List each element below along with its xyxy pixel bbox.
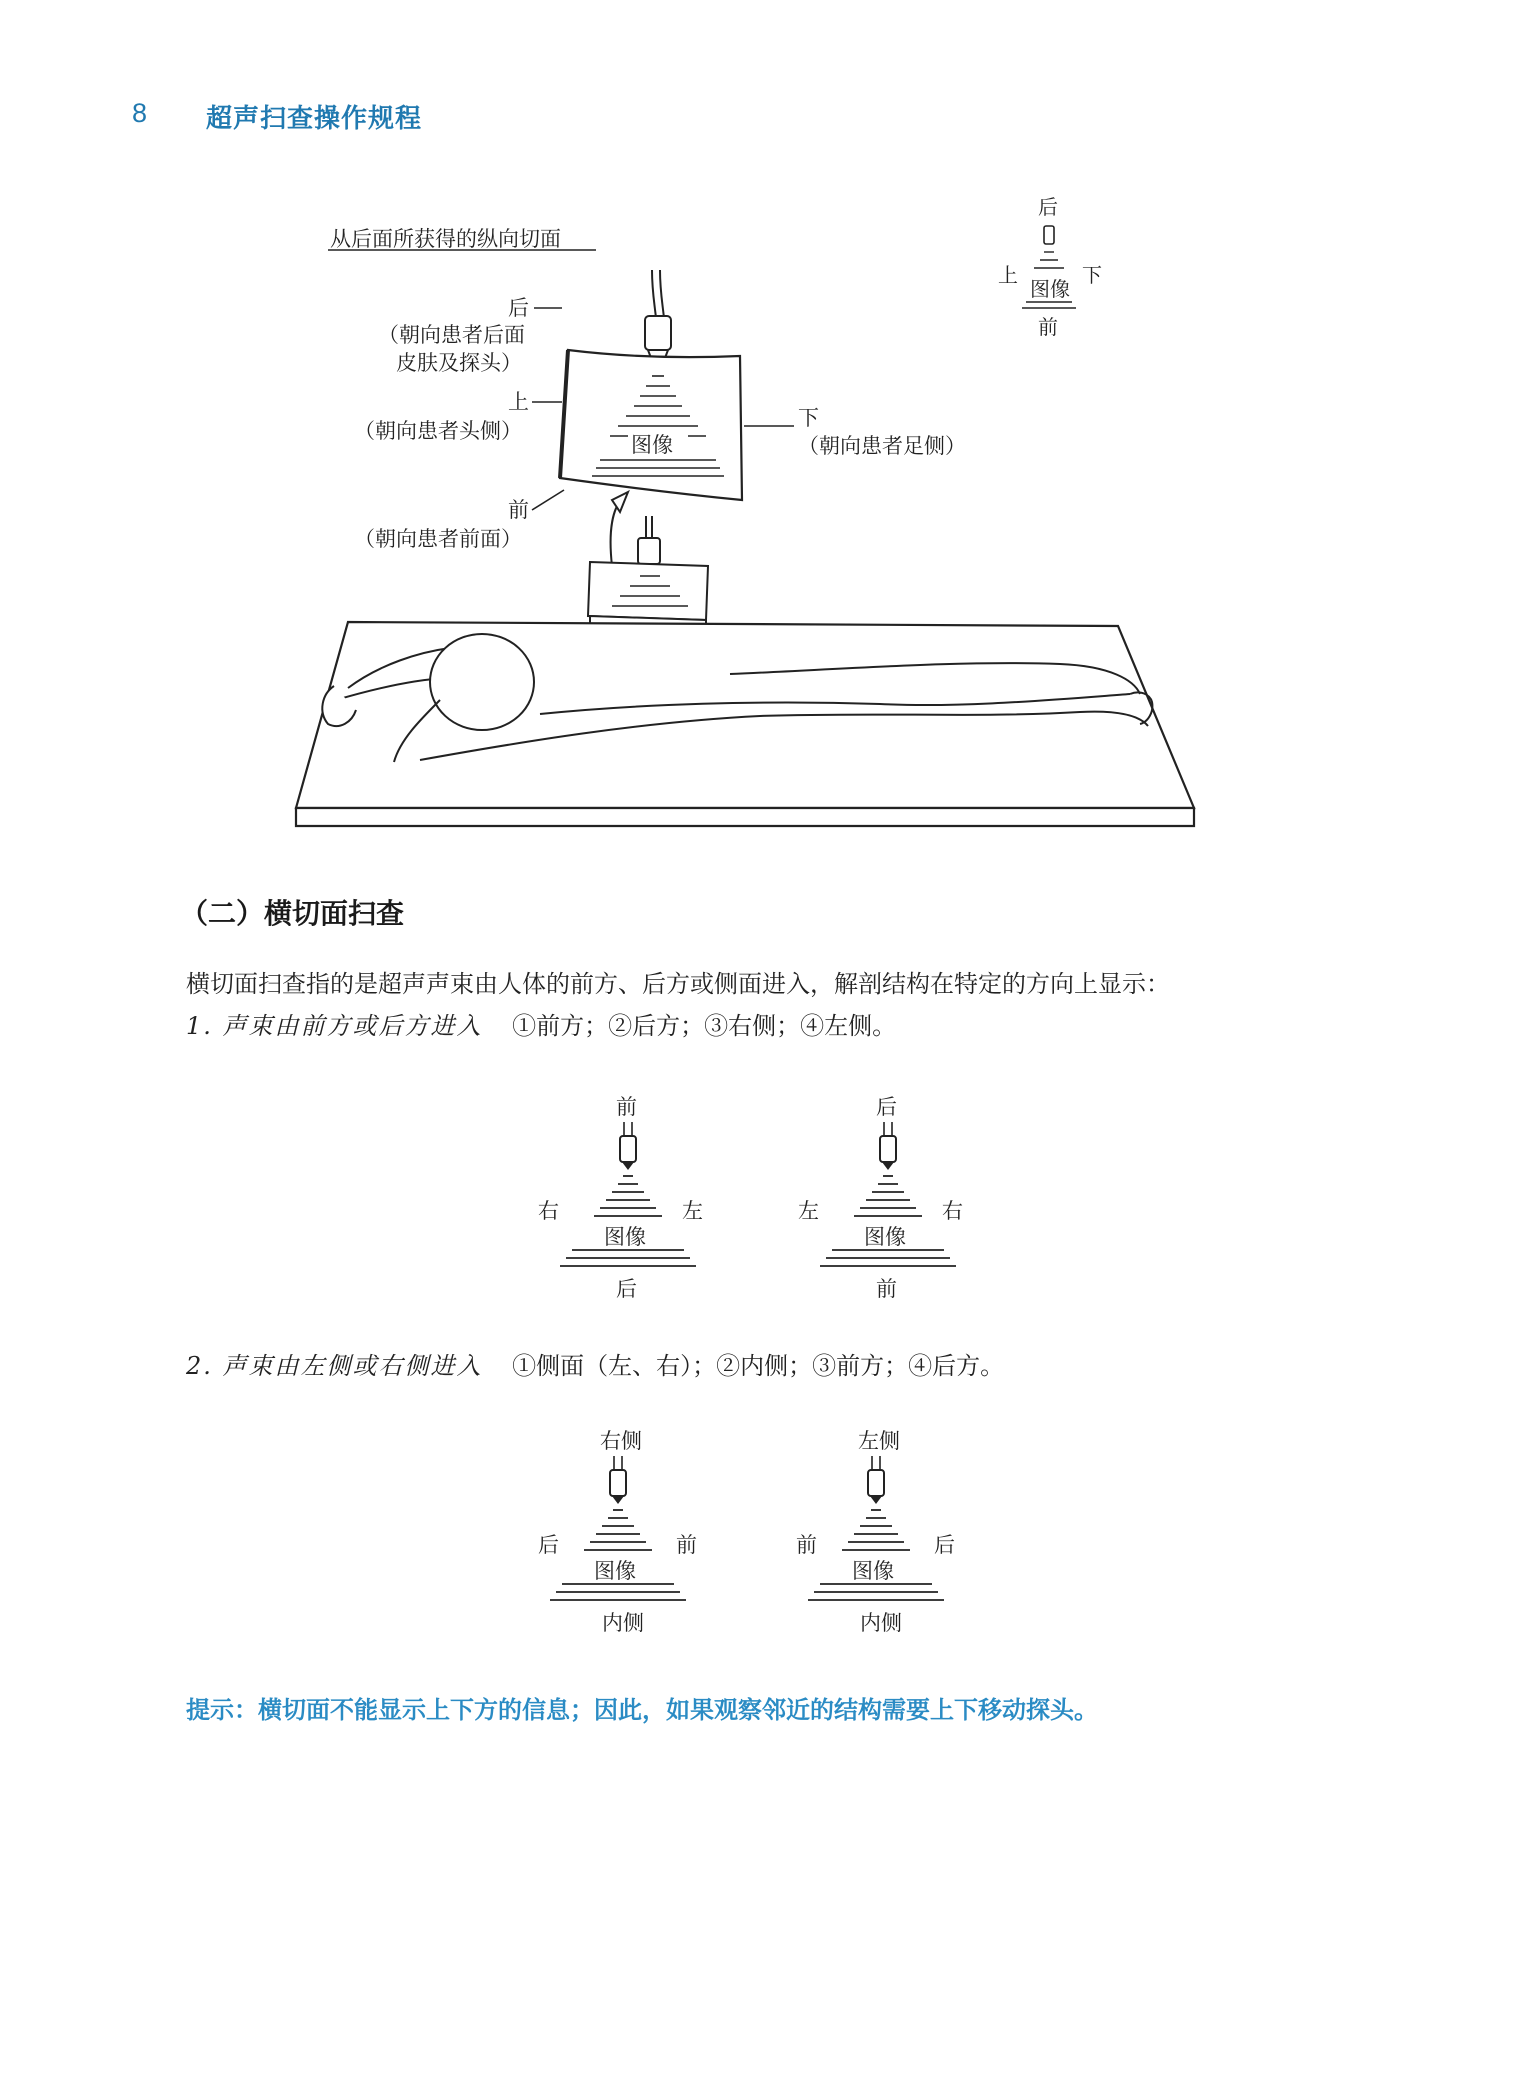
svg-text:后: 后 [876, 1095, 897, 1119]
svg-text:后: 后 [1038, 195, 1058, 219]
running-header-title: 超声扫查操作规程 [206, 104, 423, 134]
probe-icon [620, 1136, 636, 1162]
label-back-note-1: （朝向患者后面 [378, 323, 525, 347]
svg-text:右侧: 右侧 [600, 1429, 642, 1453]
figure-caption: 从后面所获得的纵向切面 [330, 227, 561, 251]
label-back: 后 [508, 296, 529, 320]
svg-text:前: 前 [1038, 315, 1058, 339]
svg-text:内侧: 内侧 [602, 1611, 644, 1635]
longitudinal-scan-illustration [0, 0, 1520, 860]
diagram-front-entry [538, 1095, 703, 1301]
diagram-back-entry [798, 1095, 963, 1301]
section-intro: 横切面扫查指的是超声声束由人体的前方、后方或侧面进入，解剖结构在特定的方向上显示： [186, 970, 1170, 998]
svg-text:右: 右 [538, 1199, 559, 1223]
svg-text:图像: 图像 [594, 1559, 636, 1583]
list-item-2-text: ①侧面（左、右）；②内侧；③前方；④后方。 [512, 1352, 1005, 1380]
transverse-diagrams-row-2 [520, 1424, 970, 1644]
svg-text:前: 前 [676, 1533, 697, 1557]
svg-text:右: 右 [942, 1199, 963, 1223]
image-panel [560, 350, 742, 500]
svg-text:上: 上 [998, 263, 1018, 287]
svg-text:内侧: 内侧 [860, 1611, 902, 1635]
orientation-legend [998, 195, 1102, 339]
svg-text:图像: 图像 [864, 1225, 906, 1249]
probe-icon [610, 1470, 626, 1496]
svg-text:后: 后 [538, 1533, 559, 1557]
list-item-1 [186, 1006, 896, 1041]
probe-icon [868, 1470, 884, 1496]
svg-text:左: 左 [682, 1199, 703, 1223]
exam-table [296, 622, 1194, 808]
label-back-note-2: 皮肤及探头） [396, 351, 522, 375]
panel-image-label: 图像 [631, 433, 673, 457]
list-item-1-text: ①前方；②后方；③右侧；④左侧。 [512, 1012, 897, 1040]
label-down-note: （朝向患者足侧） [798, 434, 966, 458]
tip-note: 提示：横切面不能显示上下方的信息；因此，如果观察邻近的结构需要上下移动探头。 [186, 1696, 1098, 1724]
svg-text:后: 后 [934, 1533, 955, 1557]
label-up-note: （朝向患者头侧） [354, 419, 522, 443]
diagram-left-entry [796, 1429, 955, 1635]
page-number: 8 [132, 98, 148, 128]
svg-text:图像: 图像 [852, 1559, 894, 1583]
svg-text:前: 前 [876, 1277, 897, 1301]
list-item-1-lead: 1. 声束由前方或后方进入 [186, 1012, 483, 1040]
svg-text:前: 前 [616, 1095, 637, 1119]
section-heading: （二）横切面扫查 [180, 897, 405, 930]
label-up: 上 [508, 390, 529, 414]
diagram-right-entry [538, 1429, 697, 1635]
list-item-2 [186, 1346, 1004, 1381]
svg-text:左侧: 左侧 [858, 1429, 900, 1453]
svg-text:后: 后 [616, 1277, 637, 1301]
label-front-note: （朝向患者前面） [354, 527, 522, 551]
svg-text:左: 左 [798, 1199, 819, 1223]
probe-icon [645, 316, 671, 350]
list-item-2-lead: 2. 声束由左侧或右侧进入 [186, 1352, 483, 1380]
svg-text:下: 下 [1082, 263, 1102, 287]
transverse-diagrams-row-1 [520, 1090, 970, 1310]
probe-icon [880, 1136, 896, 1162]
label-front: 前 [508, 498, 529, 522]
svg-text:图像: 图像 [1030, 277, 1070, 301]
patient-head [430, 634, 534, 730]
svg-text:图像: 图像 [604, 1225, 646, 1249]
label-down: 下 [798, 406, 819, 430]
svg-text:前: 前 [796, 1533, 817, 1557]
